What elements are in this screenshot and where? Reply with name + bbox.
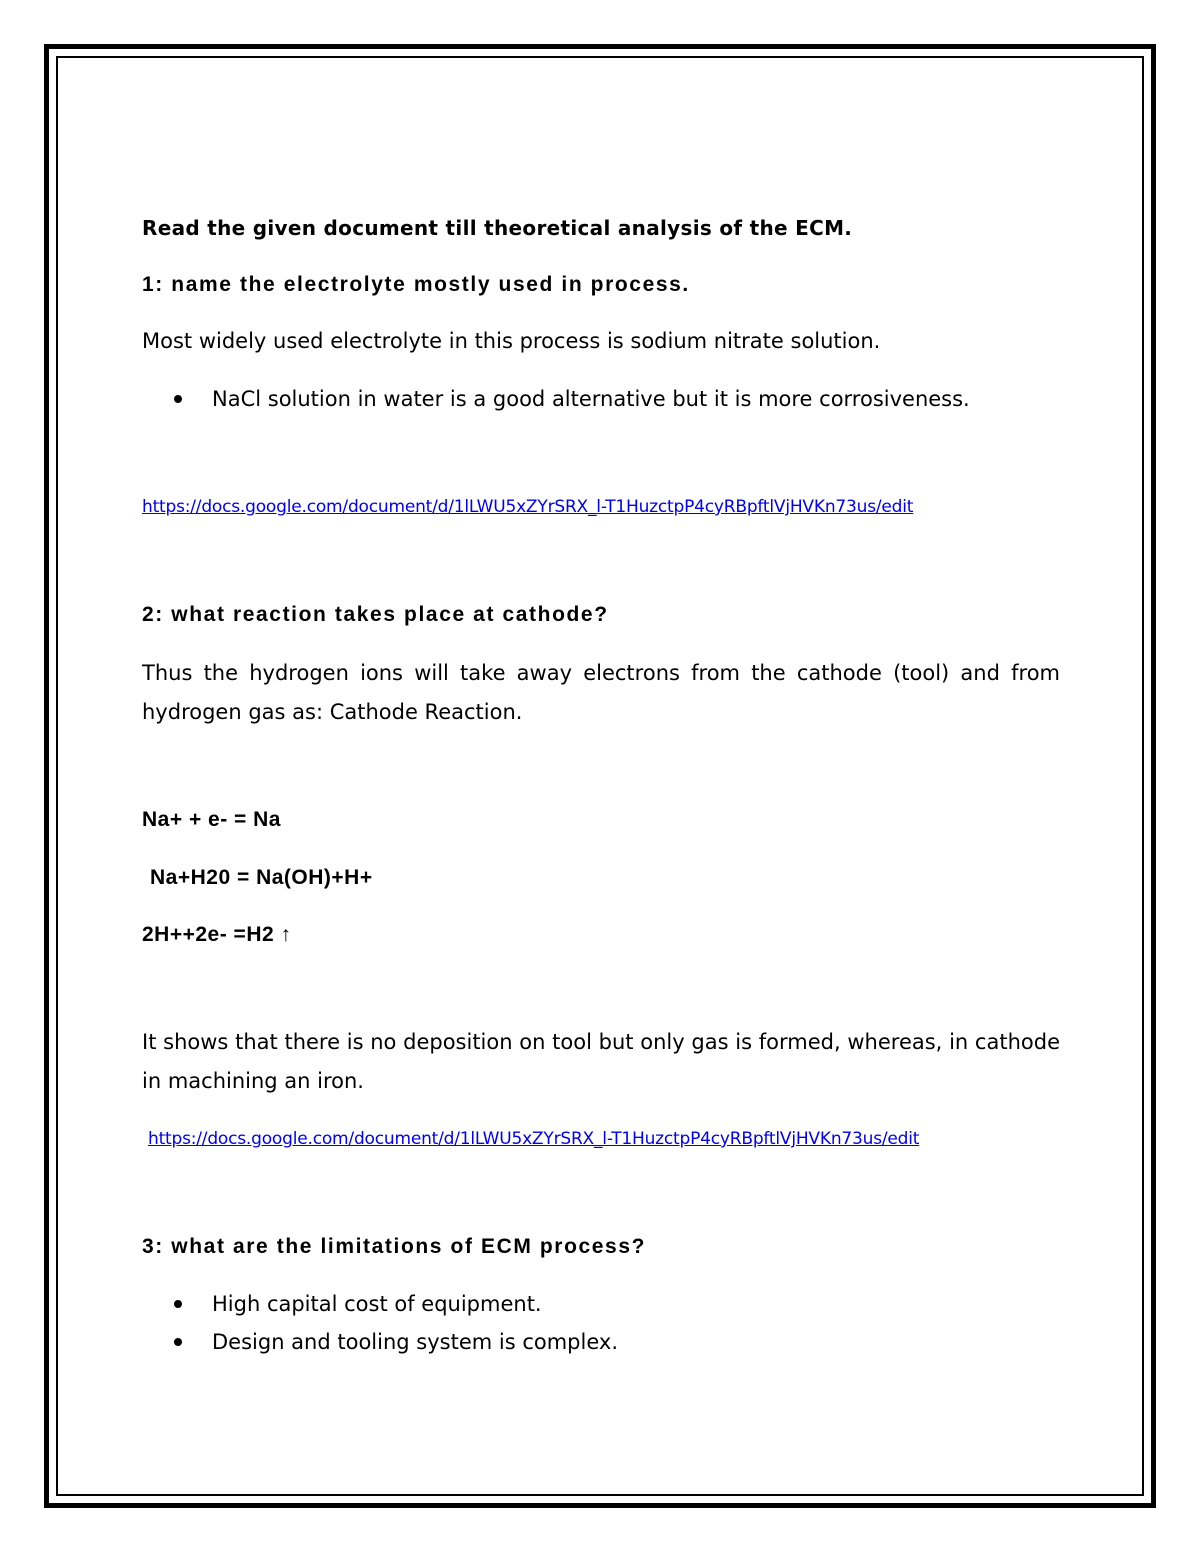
question-1-heading: 1: name the electrolyte mostly used in process. (142, 273, 690, 296)
equation-1: Na+ + e- = Na (142, 808, 281, 831)
source-link[interactable]: https://docs.google.com/document/d/1lLWU5xZYrSRX_l-T1HuzctpP4cyRBpftlVjHVKn73us/edit (142, 497, 914, 517)
question-1-answer: Most widely used electrolyte in this process is sodium nitrate solution. (142, 329, 881, 353)
question-3-heading: 3: what are the limitations of ECM process? (142, 1235, 647, 1258)
equation-2: Na+H20 = Na(OH)+H+ (150, 866, 373, 889)
bullet-icon (174, 1338, 182, 1346)
bullet-icon (174, 395, 182, 403)
list-item-text: NaCl solution in water is a good alternative but it is more corrosiveness. (212, 387, 970, 411)
list-item-text: High capital cost of equipment. (212, 1292, 542, 1316)
document-title: Read the given document till theoretical analysis of the ECM. (142, 216, 853, 240)
question-2-heading: 2: what reaction takes place at cathode? (142, 603, 609, 626)
question-2-conclusion: It shows that there is no deposition on tool but only gas is formed, whereas, in cathode in machining an iron. (142, 1030, 1060, 1093)
bullet-icon (174, 1300, 182, 1308)
question-2-answer: Thus the hydrogen ions will take away electrons from the cathode (tool) and from hydrogen gas as: Cathode Reaction. (142, 661, 1060, 724)
list-item-text: Design and tooling system is complex. (212, 1330, 618, 1354)
equation-3: 2H++2e- =H2 ↑ (142, 923, 292, 946)
page-border-inner (56, 56, 1144, 1496)
source-link[interactable]: https://docs.google.com/document/d/1lLWU5xZYrSRX_l-T1HuzctpP4cyRBpftlVjHVKn73us/edit (148, 1129, 920, 1149)
